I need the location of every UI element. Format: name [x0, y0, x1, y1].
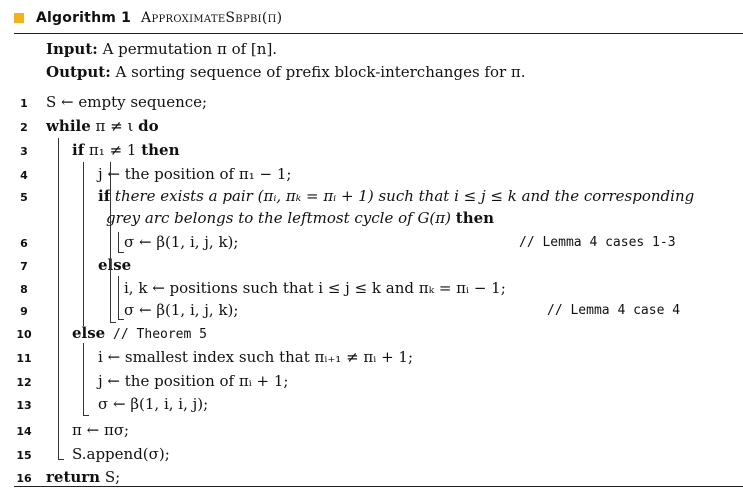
line-number: 9: [20, 305, 28, 318]
statement: π₁ ≠ 1: [84, 141, 142, 159]
keyword: return: [46, 468, 101, 486]
statement: S ← empty sequence;: [46, 93, 208, 111]
code-line: [0, 186, 743, 208]
code-text: [106, 209, 494, 227]
code-text: [98, 256, 131, 274]
block-end-tick: [83, 415, 89, 416]
algorithm-label: Algorithm 1: [36, 10, 132, 26]
code-text: [46, 468, 120, 486]
code-line: [0, 92, 743, 114]
code-line: [0, 347, 743, 369]
line-number: 12: [16, 376, 32, 389]
code-text: [98, 348, 413, 366]
line-number: 2: [20, 121, 28, 134]
line-number: 6: [20, 237, 28, 250]
code-line: [0, 164, 743, 186]
statement: j ← the position of πᵢ + 1;: [98, 372, 289, 390]
line-number: 8: [20, 283, 28, 296]
code-line: [0, 420, 743, 442]
top-rule: [14, 33, 743, 34]
algorithm-marker-icon: [14, 13, 24, 23]
line-number: 7: [20, 260, 28, 273]
code-line: [0, 232, 743, 254]
keyword: if: [72, 141, 85, 159]
code-text: [72, 324, 207, 342]
block-end-tick: [118, 252, 124, 253]
algorithm-name: ApproximateSbpbi(π): [141, 10, 283, 26]
code-text: [72, 141, 180, 159]
code-line: [0, 300, 743, 322]
block-bar: [118, 232, 119, 252]
statement: i, k ← positions such that i ≤ j ≤ k and πₖ = πᵢ − 1;: [124, 279, 506, 297]
bottom-rule: [14, 486, 743, 487]
block-bar: [83, 343, 84, 415]
block-bar: [110, 162, 111, 322]
statement: S.append(σ);: [72, 445, 170, 463]
block-end-tick: [58, 459, 64, 460]
statement: grey arc belongs to the leftmost cycle of G(π): [106, 209, 456, 227]
statement: S;: [100, 468, 121, 486]
line-number: 13: [16, 399, 32, 412]
line-comment: // Lemma 4 case 4: [547, 303, 681, 318]
block-bar: [83, 162, 84, 326]
statement: π ≠ ι: [90, 117, 139, 135]
code-text: [98, 372, 288, 390]
code-text: [72, 445, 170, 463]
inline-comment: // Theorem 5: [105, 327, 207, 342]
keyword: then: [141, 141, 180, 159]
statement: σ ← β(1, i, j, k);: [124, 301, 239, 319]
statement: i ← smallest index such that πᵢ₊₁ ≠ πᵢ + 1;: [98, 348, 413, 366]
line-number: 4: [20, 169, 28, 182]
code-line: [0, 278, 743, 300]
block-bar: [118, 276, 119, 319]
block-end-tick: [110, 322, 116, 323]
keyword: if: [98, 187, 111, 205]
line-number: 3: [20, 145, 28, 158]
line-number: 10: [16, 328, 32, 341]
line-number: 14: [16, 425, 32, 438]
keyword: else: [98, 256, 132, 274]
statement: σ ← β(1, i, i, j);: [98, 395, 209, 413]
input-label: Input:: [46, 40, 98, 58]
code-text: [72, 421, 129, 439]
line-comment: // Lemma 4 cases 1-3: [519, 235, 676, 250]
line-number: 16: [16, 472, 32, 485]
code-text: [124, 301, 238, 319]
line-number: 1: [20, 97, 28, 110]
code-line: [0, 323, 743, 345]
code-line: [0, 371, 743, 393]
line-number: 11: [16, 352, 32, 365]
code-text: [124, 233, 238, 251]
keyword: while: [46, 117, 91, 135]
code-line: [0, 116, 743, 138]
input-line: [46, 40, 277, 58]
input-text: A permutation π of [n].: [97, 40, 278, 58]
output-text: A sorting sequence of prefix block-interchanges for π.: [110, 63, 526, 81]
statement: j ← the position of π₁ − 1;: [98, 165, 292, 183]
output-label: Output:: [46, 63, 111, 81]
algorithm-header: [14, 8, 282, 28]
code-text: [98, 165, 291, 183]
line-number: 15: [16, 449, 32, 462]
code-text: [46, 117, 159, 135]
code-text: [124, 279, 506, 297]
code-text: [98, 187, 694, 205]
code-line: [0, 394, 743, 416]
line-number: 5: [20, 191, 28, 204]
keyword: then: [455, 209, 495, 227]
code-text: [46, 93, 207, 111]
code-text: [98, 395, 208, 413]
code-line: [0, 444, 743, 466]
keyword: do: [138, 117, 159, 135]
code-line: [0, 140, 743, 162]
output-line: [46, 63, 526, 81]
block-bar: [58, 138, 59, 459]
statement: σ ← β(1, i, j, k);: [124, 233, 239, 251]
statement: π ← πσ;: [72, 421, 130, 439]
keyword: else: [72, 324, 106, 342]
code-line: [0, 255, 743, 277]
block-end-tick: [118, 319, 124, 320]
code-line: [0, 208, 743, 230]
statement: there exists a pair (πᵢ, πₖ = πᵢ + 1) such that i ≤ j ≤ k and the corresponding: [110, 187, 695, 205]
